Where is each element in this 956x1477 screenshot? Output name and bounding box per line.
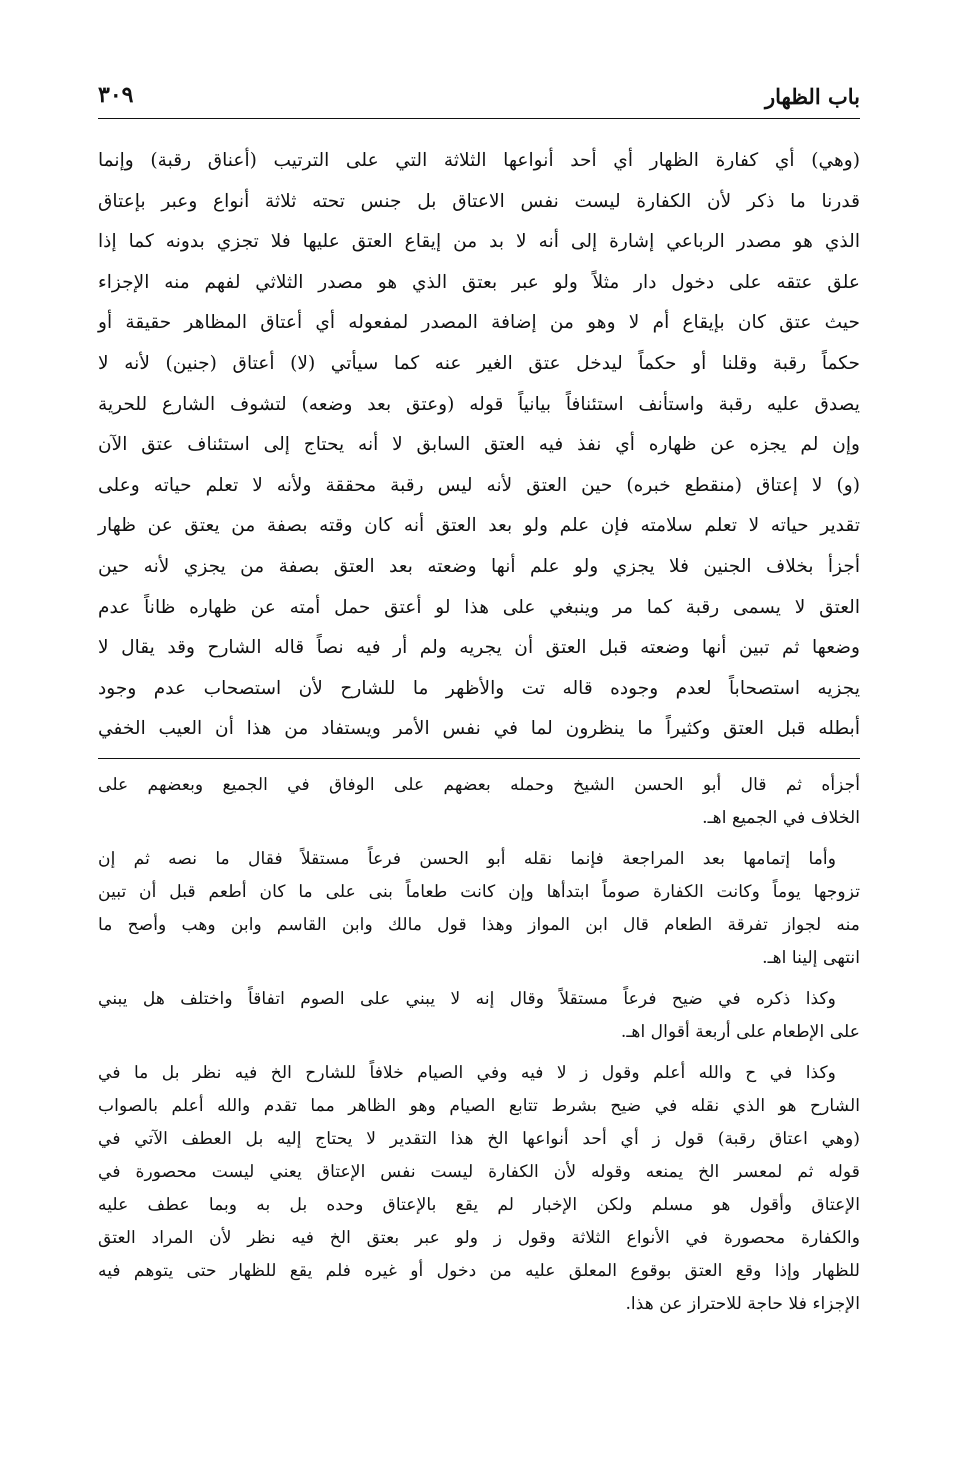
footnote-line: للظهار وإذا وقع العتق بوقوع المعلق عليه من دخول أو غيره فلم يقع للظهار حتى يتوهم فيه bbox=[98, 1260, 860, 1281]
running-header bbox=[98, 78, 860, 119]
footnote-line: تزوجها يوماً وكانت الكفارة صوماً ابتدأها وإن كانت طعاماً بنى على ما كان أطعم قبل أن تبين bbox=[98, 881, 860, 902]
footnote-line: الإجزاء فلا حاجة للاحتراز عن هذا. bbox=[625, 1293, 860, 1314]
main-line: يصدق عليه رقبة واستأنف استئنافاً بيانياً قوله (وعتق بعد وضعه) لتشوف الشارع للحرية bbox=[98, 393, 860, 415]
footnote-line: على الإطعام على أربعة أقوال اهـ. bbox=[620, 1021, 860, 1042]
main-line: علق عتقه على دخول دار مثلاً ولو عبر بعتق الذي هو مصدر الثلاثي لفهم منه الإجزاء bbox=[98, 271, 860, 293]
main-line: وضعها ثم تبين أنها وضعته قبل العتق أن يجريه ولم أر فيه نصاً قاله الشارح وقد يقال لا bbox=[98, 637, 860, 659]
main-line: أبطله قبل العتق وكثيراً ما ينظرون لما في نفس الأمر ويستفاد من هذا أن العيب الخفي bbox=[98, 718, 860, 740]
footnote-line: وأما إتمامها بعد المراجعة فإنما نقله أبو الحسن فرعاً مستقلاً فقال ما نصه ثم إن bbox=[98, 848, 836, 869]
main-line: وإن لم يجزه عن ظهاره أي نفذ فيه العتق السابق لا أنه يحتاج إلى استئناف عتق الآن bbox=[98, 434, 860, 456]
main-line: قدرنا ما ذكر لأن الكفارة ليست نفس الاعتاق بل جنس تحته ثلاثة أنواع وعبر بإعتاق bbox=[98, 190, 860, 212]
page-number: ٣٠٩ bbox=[98, 82, 141, 108]
footnote-line: الإعتاق وأقول هو مسلم ولكن الإخبار لم يقع بالإعتاق وحده بل به وبما عطف عليه bbox=[98, 1194, 860, 1215]
main-line: أجزأ بخلاف الجنين فلا يجزي ولو علم أنها وضعته بعد العتق بصفة من يجزي لأنه حين bbox=[98, 555, 860, 577]
footnote-line: قوله ثم لمعسر الخ يمنعه وقوله لأن الكفارة ليست نفس الإعتاق يعني ليست محصورة في bbox=[98, 1161, 860, 1182]
footnote-paragraph bbox=[98, 769, 860, 835]
main-line: الذي هو مصدر الرباعي إشارة إلى أنه لا بد من إيقاع العتق عليها فلا تجزي بدونه كما إذا bbox=[98, 231, 860, 253]
main-text-block bbox=[98, 141, 860, 750]
footnotes-block bbox=[98, 769, 860, 1321]
main-line: العتق لا يسمى رقبة كما مر وينبغي على هذا لو أعتق حمل أمته عن ظهاره ظاناً عدم bbox=[98, 596, 860, 618]
footnote-paragraph bbox=[98, 843, 860, 975]
main-line: حيث عتق كان بإيقاع أم لا وهو من إضافة المصدر لمفعوله أي أعتاق المظاهر حقيقة أو bbox=[98, 312, 860, 334]
footnote-paragraph bbox=[98, 1057, 860, 1321]
footnote-line: منه لجواز تفرقة الطعام قال ابن المواز وهذا قول مالك وابن القاسم وابن وهب وأصح ما bbox=[98, 914, 860, 935]
footnote-line: وكذا ذكره في ضيح فرعاً مستقلاً وقال إنه لا يبني على الصوم اتفاقاً واختلف هل يبني bbox=[98, 988, 836, 1009]
main-line: يجزيه استصحاباً لعدم وجوده قاله تت والأظهر ما للشارح لأن استصحاب عدم وجود bbox=[98, 677, 860, 699]
footnote-line: وكذا في ح والله أعلم وقول ز لا فيه وفي الصيام خلافاً للشارح الخ فيه نظر بل ما في bbox=[98, 1062, 836, 1083]
footnote-line: والكفارة محصورة في الأنواع الثلاثة وقول ز ولو عبر بعتق الخ فيه نظر لأن المراد العتق bbox=[98, 1227, 860, 1248]
footnote-line: انتهى إلينا اهـ. bbox=[762, 947, 860, 968]
footnote-separator bbox=[98, 758, 860, 759]
main-line: حكماً رقبة وقلنا أو حكماً ليدخل عتق الغير عنه كما سيأتي (لا) أعتاق (جنين) لأنه لا bbox=[98, 352, 860, 374]
book-page bbox=[98, 78, 860, 1329]
main-line: (و) لا إعتاق (منقطع خبره) حين العتق لأنه ليس رقبة محققة ولأنه لا تعلم حياته وعلى bbox=[98, 474, 860, 496]
footnote-paragraph bbox=[98, 983, 860, 1049]
main-line: (وهي) أي كفارة الظهار أي أحد أنواعها الثلاثة التي على الترتيب (أعناق رقبة) وإنما bbox=[98, 150, 860, 171]
footnote-line: أجزأه ثم قال أبو الحسن الشيخ وحمله بعضهم على الوفاق في الجميع وبعضهم على bbox=[98, 774, 860, 795]
chapter-title: باب الظهار bbox=[757, 84, 860, 109]
footnote-line: الشارح هو الذي نقله في ضيح بشرط تتابع الصيام وهو الظاهر مما تقدم والله أعلم بالصواب bbox=[98, 1095, 860, 1116]
main-line: تقدير حياته لا تعلم سلامته فإن علم ولو بعد العتق أنه كان وقته بصفة من يعتق عن ظهار bbox=[98, 515, 860, 537]
footnote-line: الخلاف في الجميع اهـ. bbox=[702, 807, 860, 828]
footnote-line: (وهي اعتاق رقبة) قول ز أي أحد أنواعها الخ هذا التقدير لا يحتاج إليه بل العطف الآتي في bbox=[98, 1128, 860, 1149]
